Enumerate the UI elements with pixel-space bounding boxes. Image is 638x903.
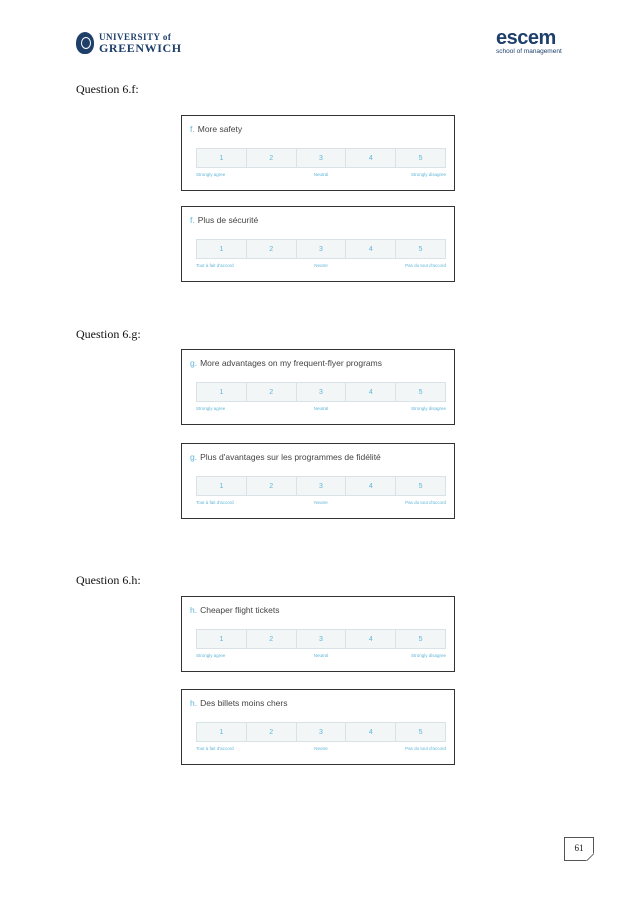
scale-labels [196, 406, 446, 414]
survey-card-title [190, 452, 381, 462]
question-letter: f. [190, 215, 195, 225]
scale-option-2[interactable]: 2 [247, 630, 297, 648]
scale-label-middle: Neutral [313, 653, 329, 658]
survey-card-6f-en [181, 115, 455, 191]
scale-labels [196, 653, 446, 661]
scale-option-5[interactable]: 5 [418, 388, 423, 396]
scale-option-4[interactable]: 4 [346, 149, 396, 167]
question-letter: h. [190, 698, 198, 708]
survey-card-6g-en [181, 349, 455, 425]
university-logo-line2: GREENWICH [99, 40, 182, 55]
escem-logo-subtitle: school of management [496, 48, 562, 55]
scale-option-1[interactable]: 1 [197, 477, 247, 495]
scale-label-right: Strongly disagree [410, 653, 446, 658]
university-logo-text [99, 33, 182, 54]
question-label-6f: Question 6.f: [76, 82, 139, 96]
survey-card-title [190, 124, 242, 134]
scale-option-1[interactable]: 1 [197, 240, 247, 258]
likert-scale [196, 148, 446, 168]
survey-card-title [190, 605, 279, 615]
likert-scale [196, 382, 446, 402]
scale-option-2[interactable]: 2 [247, 477, 297, 495]
question-letter: g. [190, 358, 198, 368]
scale-option-3[interactable]: 3 [297, 149, 347, 167]
scale-label-middle: Neutral [313, 172, 329, 177]
question-text: Plus de sécurité [197, 215, 259, 225]
question-text: Plus d'avantages sur les programmes de fidélité [200, 452, 381, 462]
page-number: 61 [574, 843, 584, 853]
scale-label-right: Strongly disagree [410, 172, 446, 177]
question-letter: g. [190, 452, 198, 462]
scale-option-2[interactable]: 2 [247, 383, 297, 401]
escem-logo [496, 28, 566, 56]
scale-option-3[interactable]: 3 [297, 477, 347, 495]
likert-scale [196, 722, 446, 742]
question-label-6g: Question 6.g: [76, 327, 141, 341]
survey-card-title [190, 358, 382, 368]
scale-option-4[interactable]: 4 [346, 240, 396, 258]
scale-option-4[interactable]: 4 [346, 723, 396, 741]
scale-label-left: Tout à fait d'accord [196, 263, 234, 268]
survey-card-title [190, 215, 258, 225]
scale-option-1[interactable]: 1 [197, 383, 247, 401]
scale-option-2[interactable]: 2 [247, 240, 297, 258]
scale-label-left: Strongly agree [196, 172, 226, 177]
survey-card-6h-fr [181, 689, 455, 765]
scale-option-4[interactable]: 4 [346, 477, 396, 495]
scale-option-5[interactable]: 5 [418, 154, 423, 162]
scale-option-3[interactable]: 3 [297, 240, 347, 258]
scale-option-5[interactable]: 5 [418, 245, 423, 253]
scale-label-left: Tout à fait d'accord [196, 500, 234, 505]
scale-option-1[interactable]: 1 [197, 723, 247, 741]
scale-label-left: Tout à fait d'accord [196, 746, 234, 751]
likert-scale [196, 239, 446, 259]
scale-label-left: Strongly agree [196, 406, 226, 411]
scale-label-right: Pas du tout d'accord [405, 746, 446, 751]
scale-labels [196, 172, 446, 180]
scale-labels [196, 263, 446, 271]
university-of-greenwich-logo [76, 30, 182, 56]
scale-option-3[interactable]: 3 [297, 723, 347, 741]
scale-option-1[interactable]: 1 [197, 630, 247, 648]
scale-option-3[interactable]: 3 [297, 630, 347, 648]
crest-icon [76, 32, 94, 54]
likert-scale [196, 476, 446, 496]
scale-label-middle: Neutre [314, 263, 328, 268]
scale-option-4[interactable]: 4 [346, 630, 396, 648]
scale-label-right: Pas du tout d'accord [405, 263, 446, 268]
scale-option-3[interactable]: 3 [297, 383, 347, 401]
scale-label-right: Strongly disagree [410, 406, 446, 411]
university-logo-line1: UNIVERSITY of [99, 31, 172, 42]
scale-label-middle: Neutral [313, 406, 329, 411]
scale-option-2[interactable]: 2 [247, 723, 297, 741]
survey-card-6f-fr [181, 206, 455, 282]
question-label-6h: Question 6.h: [76, 573, 141, 587]
survey-card-6g-fr [181, 443, 455, 519]
scale-label-middle: Neutre [314, 500, 328, 505]
question-letter: h. [190, 605, 198, 615]
survey-card-6h-en [181, 596, 455, 672]
question-text: Cheaper flight tickets [200, 605, 280, 615]
scale-label-right: Pas du tout d'accord [405, 500, 446, 505]
question-letter: f. [190, 124, 195, 134]
question-text: Des billets moins chers [200, 698, 288, 708]
scale-label-left: Strongly agree [196, 653, 226, 658]
scale-option-5[interactable]: 5 [418, 635, 423, 643]
scale-labels [196, 500, 446, 508]
survey-card-title [190, 698, 287, 708]
scale-label-middle: Neutre [314, 746, 328, 751]
scale-option-1[interactable]: 1 [197, 149, 247, 167]
scale-option-5[interactable]: 5 [418, 728, 423, 736]
question-text: More advantages on my frequent-flyer programs [200, 358, 382, 368]
scale-option-2[interactable]: 2 [247, 149, 297, 167]
likert-scale [196, 629, 446, 649]
escem-logo-word: escem [496, 27, 556, 49]
scale-option-4[interactable]: 4 [346, 383, 396, 401]
scale-option-5[interactable]: 5 [418, 482, 423, 490]
question-text: More safety [197, 124, 243, 134]
page-number-box [564, 837, 594, 861]
scale-labels [196, 746, 446, 754]
